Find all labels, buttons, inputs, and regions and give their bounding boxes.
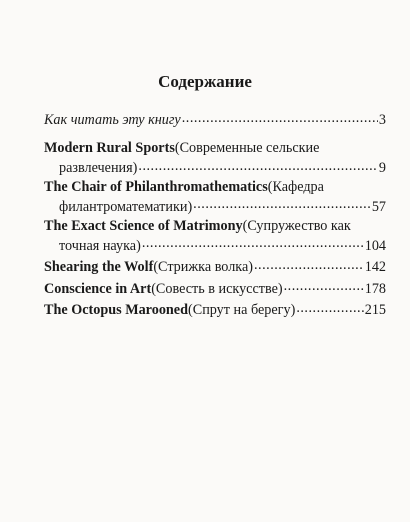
leader-dots [138,158,378,172]
toc-entry-translation: (Кафедра [267,179,324,196]
toc-page-number: 104 [364,237,386,254]
toc-entry-shearing-the-wolf [44,257,386,276]
toc-entry-translation: (Спрут на берегу) [188,301,296,318]
toc-entry-translation: (Стрижка волка) [153,259,253,276]
leader-dots [182,110,378,124]
toc-page-number: 215 [364,301,386,318]
toc-entry-translation-continued: точная наука) [59,237,141,254]
toc-entry-title: Conscience in Art [44,280,152,297]
table-of-contents [44,110,386,321]
toc-page-number: 3 [378,112,386,129]
leader-dots [284,278,364,292]
contents-title: Содержание [158,72,252,91]
toc-entry-how-to-read [44,110,386,129]
toc-entry-octopus-marooned [44,300,386,319]
toc-page-number: 178 [364,280,386,297]
toc-entry-title: Modern Rural Sports [44,140,175,157]
toc-entry-title: The Octopus Marooned [44,301,188,318]
toc-page-number: 9 [378,159,386,176]
toc-entry-translation-continued: филантроматематики) [59,198,193,215]
leader-dots [193,197,371,211]
leader-dots [254,257,364,271]
toc-entry-modern-rural-sports [44,140,386,177]
toc-entry-translation: (Современные сельские [174,140,320,157]
toc-page-number: 57 [371,198,386,215]
toc-entry-translation: (Совесть в искусстве) [151,280,283,297]
leader-dots [296,300,363,314]
toc-entry-conscience-in-art [44,278,386,297]
leader-dots [142,235,364,249]
toc-entry-title: The Exact Science of Matrimony [44,218,243,235]
toc-page-number: 142 [364,259,386,276]
toc-entry-chair-of-philanthromathematics [44,179,386,216]
toc-entry-translation: (Супружество как [242,218,351,235]
toc-entry-title: The Chair of Philanthromathematics [44,179,268,196]
toc-entry-exact-science-of-matrimony [44,218,386,255]
toc-entry-translation-continued: развлечения) [59,159,138,176]
toc-entry-title: Как читать эту книгу [44,112,181,129]
toc-entry-title: Shearing the Wolf [44,259,154,276]
